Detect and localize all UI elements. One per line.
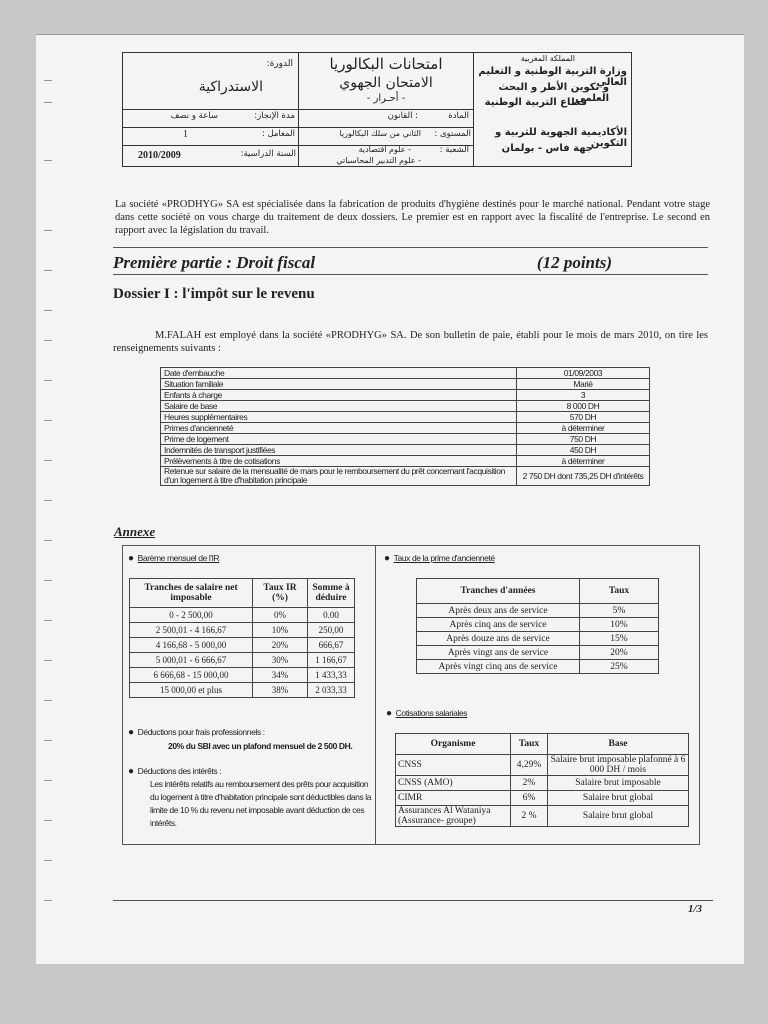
table-row	[417, 604, 659, 618]
info-value: à déterminer	[517, 423, 650, 434]
info-value: 01/09/2003	[517, 368, 650, 379]
table-row	[161, 445, 650, 456]
cotisations-title: Cotisations salariales	[395, 708, 468, 718]
info-label: Situation familiale	[161, 379, 517, 390]
table-row	[396, 806, 689, 827]
exam-subtitle: الامتحان الجهوي	[339, 75, 433, 91]
info-value: 8 000 DH	[517, 401, 650, 412]
duration-value: ساعة و نصف	[170, 111, 218, 121]
table-row	[161, 423, 650, 434]
table-cell: 2%	[511, 776, 548, 791]
dossier-paragraph: M.FALAH est employé dans la société «PRODHYG» SA. De son bulletin de paie, établi pour le mois de mars 2010, on tire les renseignements suivants :	[113, 330, 708, 354]
table-row	[130, 608, 355, 623]
info-label: Retenue sur salaire de la mensualité de mars pour le remboursement du prêt concernant l'acquisition d'un logement à titre d'habitation principale	[161, 467, 517, 486]
level-label: المستوى :	[434, 129, 471, 139]
column-header: Taux	[511, 734, 548, 755]
coef-label: المعامل :	[261, 129, 295, 139]
table-cell: 15 000,00 et plus	[130, 683, 253, 698]
table-row	[417, 618, 659, 632]
column-header: Taux	[580, 579, 659, 604]
table-row	[417, 632, 659, 646]
info-value: 3	[517, 390, 650, 401]
footer-line	[113, 900, 713, 901]
table-row	[161, 390, 650, 401]
table-row	[161, 379, 650, 390]
table-cell: 10%	[253, 623, 308, 638]
info-value: 570 DH	[517, 412, 650, 423]
table-cell: 34%	[253, 668, 308, 683]
exam-header	[122, 52, 632, 167]
info-value: 450 DH	[517, 445, 650, 456]
exam-title: امتحانات البكالوريا	[329, 55, 443, 73]
info-label: Heures supplémentaires	[161, 412, 517, 423]
coef-value: 1	[183, 129, 188, 140]
year-value: 2010/2009	[138, 150, 181, 161]
table-cell: 2 %	[511, 806, 548, 827]
table-cell: Après vingt cinq ans de service	[417, 660, 580, 674]
table-cell: 0%	[253, 608, 308, 623]
table-cell: Assurances Al Wataniya (Assurance- groupe)	[396, 806, 511, 827]
interets-title: Déductions des intérêts :	[137, 766, 222, 776]
table-cell: 2 500,01 - 4 166,67	[130, 623, 253, 638]
bareme-title: Barème mensuel de l'IR	[137, 553, 220, 563]
table-row	[417, 646, 659, 660]
bullet-icon: ●	[128, 553, 134, 564]
table-cell: Après douze ans de service	[417, 632, 580, 646]
payslip-info-table	[160, 367, 650, 486]
page-number: 1/3	[688, 903, 703, 915]
anciennete-heading	[384, 553, 495, 564]
interets-text: Les intérêts relatifs au remboursement des prêts pour acquisition du logement à titre d'habitation principale sont déductibles dans la limite de 10 % du revenu net imposable avant déduction de ces intérêts.	[150, 779, 372, 828]
table-cell: Après deux ans de service	[417, 604, 580, 618]
frais-text: 20% du SBI avec un plafond mensuel de 2 500 DH.	[168, 741, 353, 751]
table-row	[130, 653, 355, 668]
table-cell: 25%	[580, 660, 659, 674]
table-cell: 4 166,68 - 5 000,00	[130, 638, 253, 653]
table-cell: Après vingt ans de service	[417, 646, 580, 660]
info-value: Marié	[517, 379, 650, 390]
table-row	[161, 401, 650, 412]
table-row	[130, 668, 355, 683]
table-row	[130, 683, 355, 698]
dossier-title: Dossier I : l'impôt sur le revenu	[113, 286, 315, 302]
year-label: السنة الدراسية:	[240, 149, 296, 159]
table-row	[161, 467, 650, 486]
table-row	[396, 776, 689, 791]
table-cell: 5 000,01 - 6 666,67	[130, 653, 253, 668]
interets-heading	[128, 766, 221, 777]
table-row	[161, 368, 650, 379]
academy-line-2: جهة فاس - بولمان	[501, 143, 593, 154]
table-cell: 30%	[253, 653, 308, 668]
table-cell: 15%	[580, 632, 659, 646]
table-cell: 38%	[253, 683, 308, 698]
table-cell: 20%	[580, 646, 659, 660]
table-cell: 20%	[253, 638, 308, 653]
table-row	[161, 412, 650, 423]
info-label: Indemnités de transport justifiées	[161, 445, 517, 456]
section-header	[113, 247, 708, 275]
table-cell: CNSS (AMO)	[396, 776, 511, 791]
info-label: Prélèvements à titre de cotisations	[161, 456, 517, 467]
table-cell: Salaire brut imposable	[548, 776, 689, 791]
anciennete-title: Taux de la prime d'ancienneté	[393, 553, 495, 563]
table-cell: 666,67	[308, 638, 355, 653]
table-row	[396, 755, 689, 776]
table-row	[130, 638, 355, 653]
info-label: Date d'embauche	[161, 368, 517, 379]
table-cell: CIMR	[396, 791, 511, 806]
branch-1: - علوم اقتصادية	[358, 145, 411, 154]
duration-label: مدة الإنجاز:	[254, 111, 295, 121]
bullet-icon: ●	[386, 708, 392, 719]
column-header: Tranches d'années	[417, 579, 580, 604]
info-label: Prime de logement	[161, 434, 517, 445]
table-cell: 0.00	[308, 608, 355, 623]
session-value: الاستدراكية	[198, 79, 263, 95]
bullet-icon: ●	[128, 727, 134, 738]
subject-value: : القانون	[387, 111, 418, 121]
frais-heading	[128, 727, 265, 738]
bullet-icon: ●	[384, 553, 390, 564]
table-cell: 5%	[580, 604, 659, 618]
branch-label: الشعبة :	[439, 145, 469, 155]
table-row	[161, 434, 650, 445]
annexe-title: Annexe	[114, 524, 156, 539]
info-label: Enfants à charge	[161, 390, 517, 401]
info-label: Salaire de base	[161, 401, 517, 412]
section-title: Première partie : Droit fiscal	[113, 253, 316, 272]
table-cell: 6 666,68 - 15 000,00	[130, 668, 253, 683]
bareme-heading	[128, 553, 219, 564]
table-cell: 2 033,33	[308, 683, 355, 698]
table-cell: 1 433,33	[308, 668, 355, 683]
intro-text: La société «PRODHYG» SA est spécialisée dans la fabrication de produits d'hygiène destinés pour le marché national. Pendant votre stage dans cette société on vous charge du traitement de deux dossiers. Le premier est en rapport avec la fiscalité de l'entreprise. Le second en rapport avec la législation du travail.	[115, 199, 710, 236]
table-cell: Salaire brut global	[548, 791, 689, 806]
ministry-line-3: و تكوين الأطر و البحث العلمي	[498, 82, 609, 104]
anciennete-table	[416, 578, 659, 674]
table-row	[130, 623, 355, 638]
table-row	[396, 791, 689, 806]
column-header: Tranches de salaire net imposable	[130, 579, 253, 608]
cotisations-heading	[386, 708, 467, 719]
info-value: 2 750 DH dont 735,25 DH d'intérêts	[517, 467, 650, 486]
column-header: Organisme	[396, 734, 511, 755]
cotisations-table	[395, 733, 689, 827]
table-cell: 6%	[511, 791, 548, 806]
session-label: الدورة:	[266, 59, 293, 69]
ministry-line-4: قطاع التربية الوطنية	[484, 97, 587, 108]
ministry-line-1: المملكة المغربية	[520, 54, 575, 63]
table-cell: 4,29%	[511, 755, 548, 776]
branch-2: - علوم التدبير المحاسباتي	[336, 156, 421, 165]
subject-label: المادة	[448, 111, 469, 121]
bareme-table	[129, 578, 355, 698]
ministry-line-2: وزارة التربية الوطنية و التعليم العالي	[478, 66, 627, 88]
scan-edge	[36, 34, 744, 35]
table-cell: Salaire brut imposable plafonné à 6 000 DH / mois	[548, 755, 689, 776]
section-points: (12 points)	[536, 253, 612, 272]
column-header: Base	[548, 734, 689, 755]
exam-type: - أحـرار -	[366, 93, 406, 104]
binder-margin	[44, 40, 54, 940]
table-cell: 250,00	[308, 623, 355, 638]
table-cell: Après cinq ans de service	[417, 618, 580, 632]
info-value: 750 DH	[517, 434, 650, 445]
table-cell: Salaire brut global	[548, 806, 689, 827]
level-value: الثاني من سلك البكالوريا	[339, 129, 421, 138]
table-row	[417, 660, 659, 674]
bullet-icon: ●	[128, 766, 134, 777]
column-header: Somme à déduire	[308, 579, 355, 608]
table-cell: 1 166,67	[308, 653, 355, 668]
academy-line-1: الأكاديمية الجهوية للتربية و التكوين	[495, 127, 627, 149]
column-header: Taux IR (%)	[253, 579, 308, 608]
frais-title: Déductions pour frais professionnels :	[137, 727, 265, 737]
info-label: Primes d'ancienneté	[161, 423, 517, 434]
table-cell: 10%	[580, 618, 659, 632]
table-cell: 0 - 2 500,00	[130, 608, 253, 623]
info-value: à déterminer	[517, 456, 650, 467]
table-row	[161, 456, 650, 467]
table-cell: CNSS	[396, 755, 511, 776]
